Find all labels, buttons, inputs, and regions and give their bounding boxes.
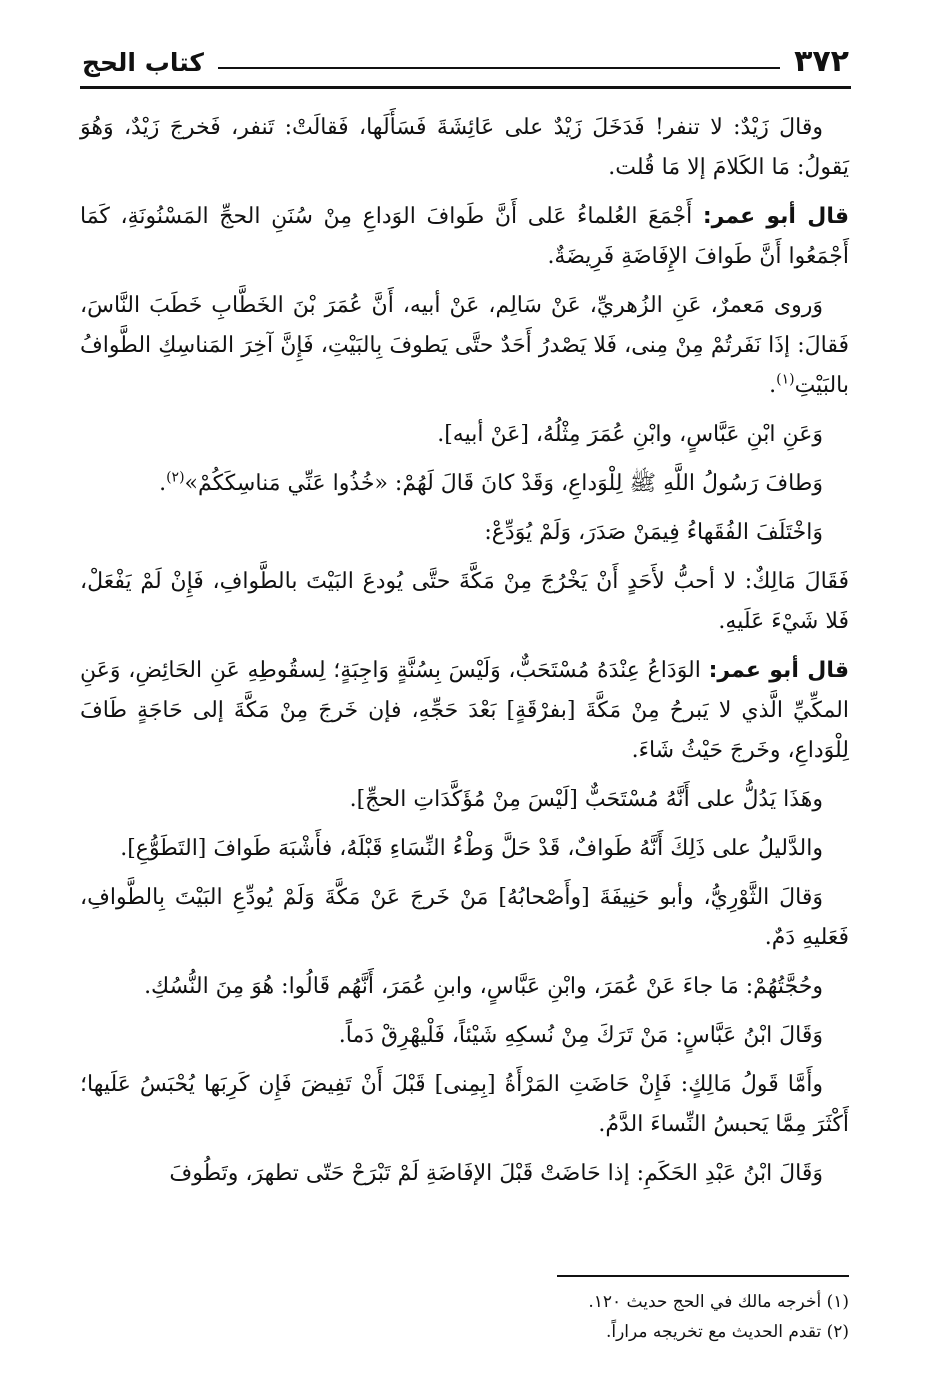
paragraph	[80, 562, 849, 642]
header-rule	[80, 86, 851, 89]
running-header	[82, 40, 849, 84]
paragraph-text: وَقَالَ ابْنُ عَبَّاسٍ: مَنْ تَرَكَ مِنْ نُسكِهِ شَيْئاً، فَلْيهْرِقْ دَماً.	[338, 1023, 823, 1048]
paragraph-lead: قال أبو عمر:	[702, 204, 849, 229]
paragraph	[80, 878, 849, 958]
paragraph-text: وَطافَ رَسُولُ اللَّهِ ﷺ لِلْوَداعِ، وَقَدْ كانَ قَالَ لَهُمْ: «خُذُوا عَنِّي مَناسِكَكُمْ»	[184, 471, 823, 496]
paragraph	[80, 1065, 849, 1145]
paragraph	[80, 1154, 849, 1194]
paragraph	[80, 464, 849, 504]
footnote-ref: (٢)	[166, 469, 185, 486]
paragraph-text: والدَّليلُ على ذَلِكَ أَنَّهُ طَوافٌ، قَدْ حَلَّ وَطْءُ النِّسَاءِ قَبْلَهُ، فأَشْبَهَ طَوافَ [التَطَوُّعِ].	[120, 836, 823, 861]
footnote: (١) أخرجه مالك في الحج حديث ١٢٠.	[588, 1292, 849, 1312]
paragraph-text: وحُجَّتُهُمْ: مَا جاءَ عَنْ عُمَرَ، وابْنِ عَبَّاسٍ، وابنِ عُمَرَ، أَنَّهُم قَالُوا: هُوَ مِنَ النُّسُكِ.	[144, 974, 823, 999]
paragraph-text: وهَذَا يَدُلُّ على أَنَّهُ مُسْتَحَبٌّ [لَيْسَ مِنْ مُؤَكَّدَاتِ الحجِّ].	[349, 787, 823, 812]
page-number: ٣٧٢	[794, 44, 849, 79]
paragraph-text: وَقَالَ ابْنُ عَبْدِ الحَكَمِ: إذا حَاضَتْ قَبْلَ الإفَاضَةِ لَمْ تَبْرَحْ حَتّى تطهرَ، وتَطُوفَ	[169, 1161, 823, 1186]
footnote-rule	[557, 1275, 849, 1277]
paragraph	[80, 651, 849, 771]
paragraph	[80, 108, 849, 188]
footnote: (٢) تقدم الحديث مع تخريجه مراراً.	[605, 1322, 849, 1342]
paragraph	[80, 286, 849, 406]
paragraph-text: وَقالَ الثَّوْرِيُّ، وأبو حَنِيفَةَ [وأَصْحابُهُ] مَنْ خَرجَ عَنْ مَكَّةَ وَلَمْ يُودِّعِ البَيْتَ بِالطَّوافِ، فَعَليهِ دَمٌ.	[80, 885, 849, 950]
body-text	[80, 108, 849, 1203]
paragraph-text: أَجْمَعَ العُلماءُ عَلى أَنَّ طَوافَ الوَداعِ مِنْ سُنَنِ الحجِّ المَسْنُونَةِ، كَمَا أَجْمَعُوا أَنَّ طَوافَ الإِفَاضَةِ فَرِيضَةٌ.	[80, 204, 849, 269]
header-rule-inline	[218, 67, 780, 69]
paragraph-text: فَقَالَ مَالِكٌ: لا أحبُّ لأَحَدٍ أَنْ يَخْرُجَ مِنْ مَكَّةَ حتَّى يُودعَ البَيْتَ بالطَّوافِ، فَإِنْ لَمْ يَفْعَلْ، فَلا شَيْءَ عَلَيهِ.	[80, 569, 849, 634]
paragraph	[80, 1016, 849, 1056]
paragraph-end: .	[159, 471, 167, 496]
footnote-ref: (١)	[776, 371, 795, 388]
paragraph-text: وقالَ زَيْدٌ: لا تنفر! فَدَخَلَ زَيْدٌ على عَائِشَةَ فَسَأَلَها، فَقالَتْ: تَنفر، فَخرجَ زَيْدٌ، وَهُوَ يَقولُ: مَا الكَلامَ إلا مَا قُلت.	[80, 115, 849, 180]
paragraph	[80, 967, 849, 1007]
paragraph-text: وَروى مَعمرٌ، عَنِ الزُهريِّ، عَنْ سَالِم، عَنْ أبيه، أَنَّ عُمَرَ بْنَ الخَطَّابِ خَطَبَ النَّاسَ، فَقالَ: إذَا نَفَرتُمْ مِنْ مِنى، فَلا يَصْدرُ أَحَدٌ حتَّى يَطوفَ بِالبَيْتِ، فَإِنَّ آخِرَ المَناسِكِ الطَّوافُ بالبَيْتِ	[80, 293, 849, 398]
paragraph-text: وأَمَّا قَولُ مَالِكٍ: فَإِنْ حَاضَتِ المَرْأَةُ [بِمِنى] قَبْلَ أَنْ تَفِيضَ فَإِن كَرِبَها يُحْبَسُ عَلَيها؛ أَكْثَرَ مِمَّا يَحبسُ النِّساءَ الدَّمُ.	[80, 1072, 849, 1137]
paragraph	[80, 780, 849, 820]
paragraph-text: وَاخْتَلَفَ الفُقَهاءُ فِيمَنْ صَدَرَ، وَلَمْ يُوَدِّعْ:	[484, 520, 823, 545]
paragraph	[80, 415, 849, 455]
paragraph-text: وَعَنِ ابْنِ عَبَّاسٍ، وابْنِ عُمَرَ مِثْلُهُ، [عَنْ أبيه].	[437, 422, 823, 447]
paragraph	[80, 197, 849, 277]
paragraph	[80, 513, 849, 553]
book-title: كتاب الحج	[82, 47, 204, 77]
paragraph-end: .	[769, 373, 777, 398]
footnotes	[80, 1287, 849, 1347]
paragraph-text: الوَدَاعُ عِنْدَهُ مُسْتَحَبٌّ، وَلَيْسَ بِسُنَّةٍ وَاجِبَةٍ؛ لِسقُوطِهِ عَنِ الحَائِضِ، وَعَنِ المكِّيِّ الَّذي لا يَبرحُ مِنْ مَكَّةَ [بفرْقَةٍ] بَعْدَ حَجِّهِ، فإن خَرجَ مِنْ مَكَّةَ إلى حَاجَةٍ طَافَ لِلْوَداعِ، وخَرجَ حَيْثُ شَاءَ.	[80, 658, 849, 763]
paragraph	[80, 829, 849, 869]
paragraph-lead: قال أبو عمر:	[708, 658, 849, 683]
